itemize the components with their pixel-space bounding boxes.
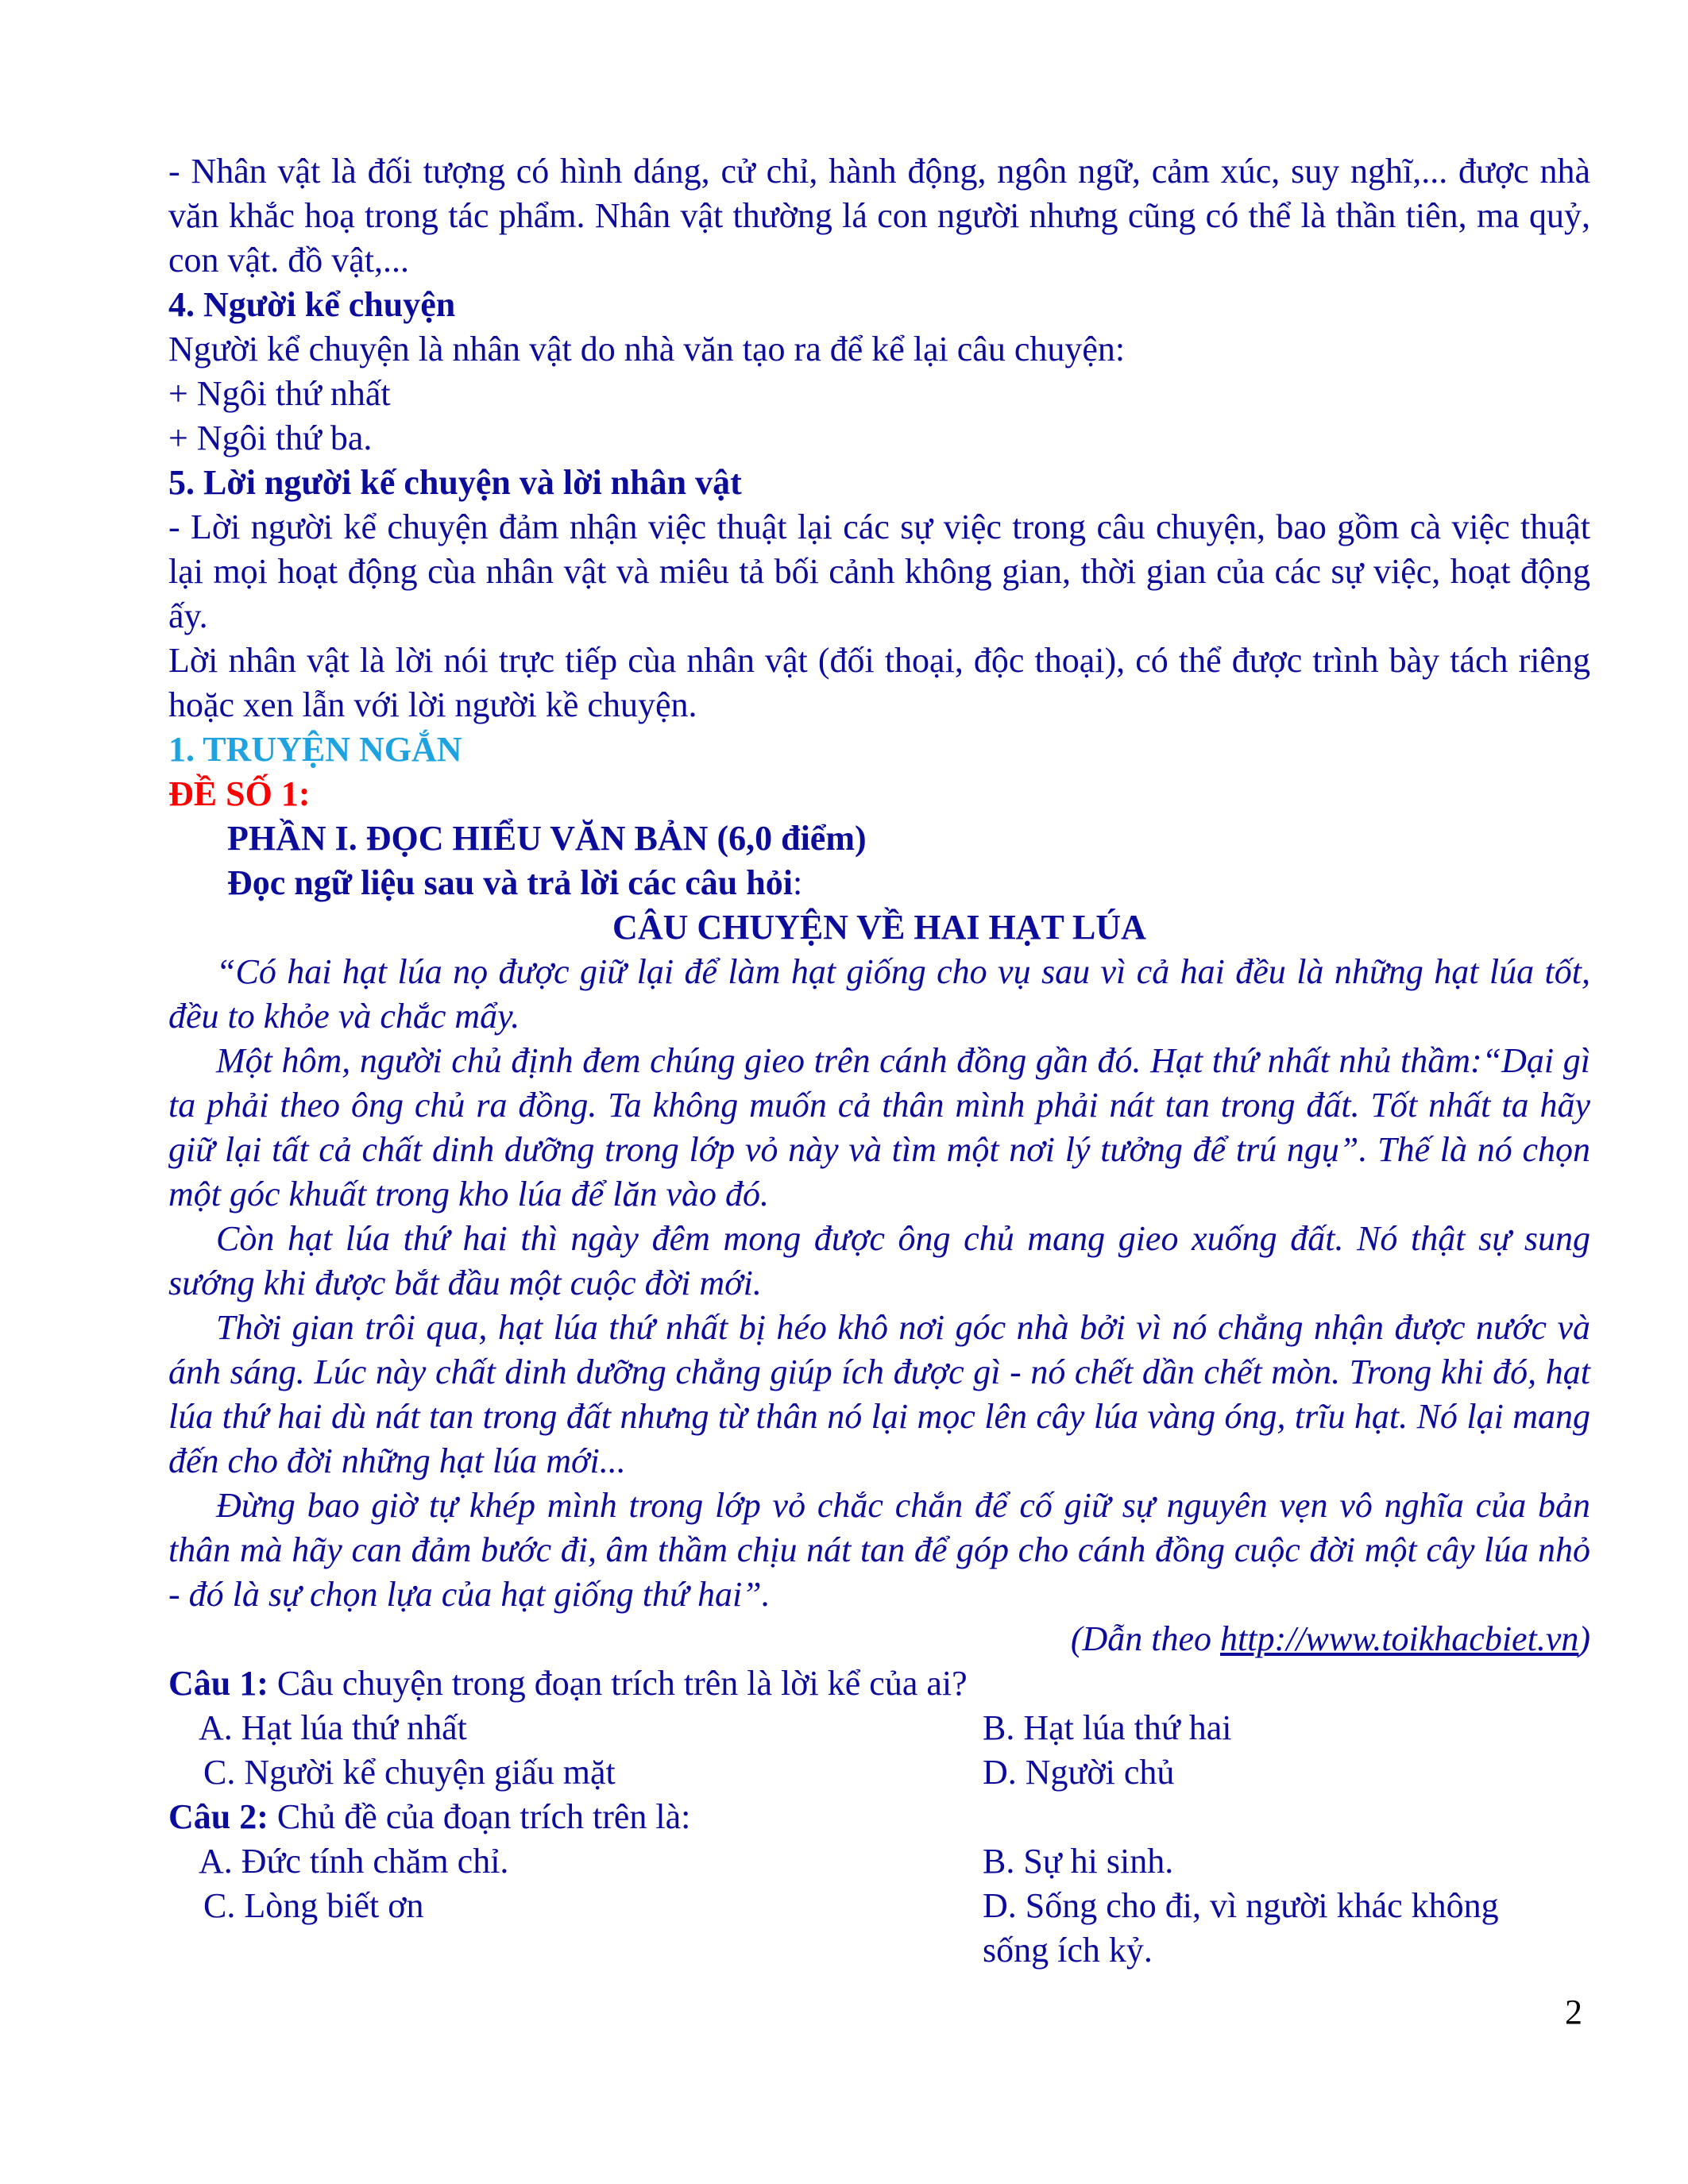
page-number: 2: [1565, 1993, 1582, 2032]
option-a: A. Đức tính chăm chỉ.: [199, 1842, 509, 1881]
option-b: B. Sự hi sinh.: [983, 1842, 1174, 1881]
question-label: Câu 1:: [168, 1664, 268, 1703]
question-2: [168, 1795, 1590, 1839]
question-label: Câu 2:: [168, 1797, 268, 1836]
question-1: [168, 1661, 1590, 1706]
option-c: C. Lòng biết ơn: [203, 1886, 424, 1925]
story-paragraph: Thời gian trôi qua, hạt lúa thứ nhất bị héo khô nơi góc nhà bởi vì nó chẳng nhận được nước và ánh sáng. Lúc này chất dinh dưỡng chẳng giúp ích được gì - nó chết dần chết mòn. Trong khi đó, hạt lúa thứ hai dù nát tan trong đất nhưng từ thân nó lại mọc lên cây lúa vàng óng, trĩu hạt. Nó lại mang đến cho đời những hạt lúa mới...: [168, 1308, 1590, 1480]
source-suffix: ): [1578, 1619, 1590, 1658]
narrator-heading: 4. Người kể chuyện: [168, 285, 456, 324]
story-paragraph: “Có hai hạt lúa nọ được giữ lại để làm hạt giống cho vụ sau vì cả hai đều là những hạt lúa tốt, đều to khỏe và chắc mẩy.: [168, 952, 1590, 1036]
option-d: D. Sống cho đi, vì người khác không sống ích kỷ.: [983, 1886, 1499, 1970]
speech-definition-2: Lời nhân vật là lời nói trực tiếp cùa nhân vật (đối thoại, độc thoại), có thể được trình bày tách riêng hoặc xen lẫn với lời người kề chuyện.: [168, 641, 1590, 724]
narrator-first-person: + Ngôi thứ nhất: [168, 374, 391, 413]
story-paragraph: Còn hạt lúa thứ hai thì ngày đêm mong được ông chủ mang gieo xuống đất. Nó thật sự sung sướng khi được bắt đầu một cuộc đời mới.: [168, 1219, 1590, 1302]
option-a: A. Hạt lúa thứ nhất: [199, 1708, 467, 1747]
narrator-third-person: + Ngôi thứ ba.: [168, 419, 373, 457]
option-d: D. Người chủ: [983, 1753, 1175, 1792]
instruction: [168, 861, 1590, 905]
speech-heading: 5. Lời người kế chuyện và lời nhân vật: [168, 463, 742, 502]
story-source: [168, 1617, 1590, 1661]
question-text: Chủ đề của đoạn trích trên là:: [268, 1797, 691, 1836]
question-1-options: [168, 1706, 1590, 1795]
option-b: B. Hạt lúa thứ hai: [983, 1708, 1232, 1747]
question-2-options: [168, 1839, 1590, 1973]
option-c: C. Người kể chuyện giấu mặt: [203, 1753, 616, 1792]
story-title: CÂU CHUYỆN VỀ HAI HẠT LÚA: [612, 908, 1146, 947]
instruction-text: Đọc ngữ liệu sau và trả lời các câu hỏi: [227, 863, 793, 902]
question-text: Câu chuyện trong đoạn trích trên là lời kể của ai?: [268, 1664, 968, 1703]
source-link[interactable]: http://www.toikhacbiet.vn: [1220, 1619, 1579, 1658]
exam-title: ĐỀ SỐ 1:: [168, 774, 311, 813]
character-definition: - Nhân vật là đối tượng có hình dáng, cử chỉ, hành động, ngôn ngữ, cảm xúc, suy nghĩ,... được nhà văn khắc hoạ trong tác phẩm. Nhân vật thường lá con người nhưng cũng có thể là thần tiên, ma quỷ, con vật. đồ vật,...: [168, 152, 1590, 280]
story-paragraph: Đừng bao giờ tự khép mình trong lớp vỏ chắc chắn để cố giữ sự nguyên vẹn vô nghĩa của bản thân mà hãy can đảm bước đi, âm thầm chịu nát tan để góp cho cánh đồng cuộc đời một cây lúa nhỏ - đó là sự chọn lựa của hạt giống thứ hai”.: [168, 1486, 1590, 1614]
source-prefix: (Dẫn theo: [1070, 1619, 1220, 1658]
speech-definition-1: - Lời người kể chuyện đảm nhận việc thuật lại các sự việc trong câu chuyện, bao gồm cà việc thuật lại mọi hoạt động cùa nhân vật và miêu tả bối cảnh không gian, thời gian của các sự việc, hoạt động ấy.: [168, 507, 1590, 635]
story-paragraph: Một hôm, người chủ định đem chúng gieo trên cánh đồng gần đó. Hạt thứ nhất nhủ thầm:“Dại gì ta phải theo ông chủ ra đồng. Ta không muốn cả thân mình phải nát tan trong đất. Tốt nhất ta hãy giữ lại tất cả chất dinh dưỡng trong lớp vỏ này và tìm một nơi lý tưởng để trú ngụ”. Thế là nó chọn một góc khuất trong kho lúa để lăn vào đó.: [168, 1041, 1590, 1214]
narrator-definition: Người kể chuyện là nhân vật do nhà văn tạo ra để kể lại câu chuyện:: [168, 330, 1126, 369]
document-page: [168, 149, 1590, 1973]
part-title: PHẦN I. ĐỌC HIỂU VĂN BẢN (6,0 điểm): [227, 819, 867, 858]
section-title: 1. TRUYỆN NGẮN: [168, 730, 462, 769]
instruction-colon: :: [792, 863, 803, 902]
